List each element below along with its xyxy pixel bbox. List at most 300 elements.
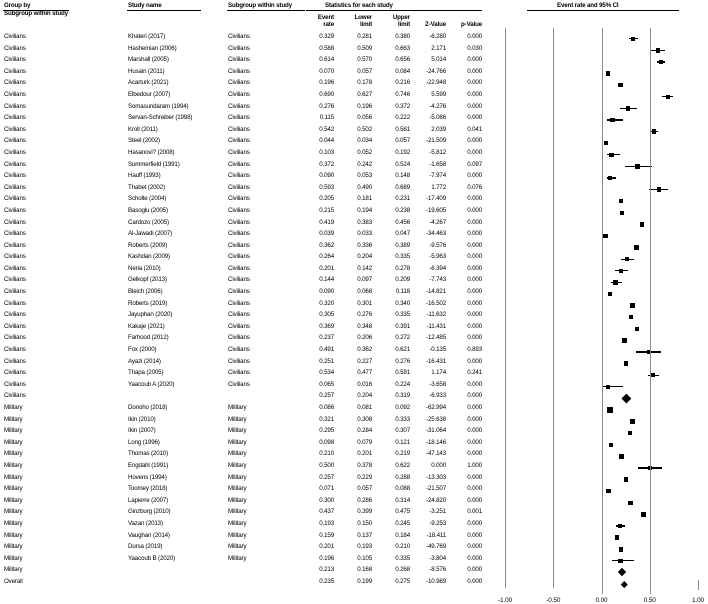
cell-study-name: Elbedour (2007) [128,90,171,98]
cell-study-name: Vazan (2013) [128,519,163,527]
cell-subgroup: Civilians [228,230,250,238]
cell-subgroup: Military [228,543,247,551]
study-marker [666,95,670,99]
cell-group: Civilians [4,380,26,388]
cell-p-value: 0.000 [467,172,482,180]
table-row [0,566,490,578]
cell-lower-limit: 0.016 [357,380,372,388]
header-lower-limit-l1: Lower [354,14,372,21]
cell-group: Civilians [4,90,26,98]
cell-lower-limit: 0.490 [357,183,372,191]
cell-upper-limit: 0.372 [395,102,410,110]
cell-group: Civilians [4,230,26,238]
header-group-by: Group by [4,2,31,9]
cell-z-value: -8.576 [429,566,446,574]
cell-lower-limit: 0.097 [357,276,372,284]
cell-event-rate: 0.201 [319,264,334,272]
cell-study-name: Thapa (2005) [128,369,164,377]
cell-subgroup: Civilians [228,334,250,342]
cell-upper-limit: 0.275 [395,577,410,585]
cell-group: Civilians [4,114,26,122]
cell-study-name: Ikin (2010) [128,415,156,423]
cell-subgroup: Civilians [228,56,250,64]
header-upper-limit-l1: Upper [392,14,410,21]
cell-z-value: -4.276 [429,102,446,110]
cell-upper-limit: 0.210 [395,543,410,551]
cell-subgroup: Military [228,404,247,411]
cell-upper-limit: 0.524 [395,160,410,168]
cell-study-name: Donoho (2018) [128,404,168,411]
cell-group: Military [4,438,23,446]
cell-z-value: -16.502 [426,299,446,307]
cell-p-value: 0.000 [467,357,482,365]
cell-lower-limit: 0.150 [357,519,372,527]
cell-lower-limit: 0.284 [357,427,372,435]
table-row [0,288,490,300]
cell-p-value: 0.000 [467,427,482,435]
cell-event-rate: 0.362 [319,241,334,249]
cell-z-value: -4.267 [429,218,446,226]
cell-p-value: 0.000 [467,450,482,458]
cell-subgroup: Civilians [228,160,250,168]
table-row [0,68,490,80]
cell-z-value: 5.599 [431,90,446,98]
cell-z-value: 5.014 [431,56,446,64]
cell-lower-limit: 0.034 [357,137,372,145]
cell-lower-limit: 0.081 [357,404,372,411]
table-row [0,45,490,57]
cell-event-rate: 0.257 [319,392,334,400]
cell-p-value: 0.241 [467,369,482,377]
cell-event-rate: 0.103 [319,148,334,156]
cell-z-value: 2.171 [431,44,446,52]
cell-lower-limit: 0.477 [357,369,372,377]
cell-p-value: 0.030 [467,44,482,52]
cell-group: Civilians [4,369,26,377]
cell-event-rate: 0.534 [319,369,334,377]
cell-subgroup: Civilians [228,322,250,330]
cell-z-value: -5.812 [429,148,446,156]
cell-study-name: Thabet (2002) [128,183,165,191]
table-row [0,137,490,149]
cell-study-name: Ginzburg (2010) [128,508,171,516]
cell-study-name: Farhood (2012) [128,334,169,342]
cell-event-rate: 0.196 [319,79,334,87]
table-row [0,311,490,323]
cell-event-rate: 0.593 [319,183,334,191]
cell-lower-limit: 0.227 [357,357,372,365]
cell-group: Military [4,543,23,551]
cell-p-value: 0.000 [467,253,482,261]
study-marker [628,501,632,505]
cell-group: Civilians [4,299,26,307]
cell-event-rate: 0.588 [319,44,334,52]
header-event-rate-l2: rate [323,21,334,28]
cell-z-value: -11.431 [426,322,446,330]
header-plot-title: Event rate and 95% CI [557,2,619,9]
cell-z-value: -5.963 [429,253,446,261]
header-rule-statistics [306,10,482,11]
axis-tick-label: -1.00 [497,596,513,604]
cell-upper-limit: 0.333 [395,415,410,423]
cell-z-value: -25.638 [426,415,446,423]
cell-study-name: Khateri (2017) [128,33,166,40]
cell-study-name: Acarturk (2021) [128,79,169,87]
cell-event-rate: 0.193 [319,519,334,527]
cell-upper-limit: 0.656 [395,56,410,64]
table-row [0,497,490,509]
study-marker [651,373,655,377]
cell-z-value: -19.605 [426,206,446,214]
cell-p-value: 0.000 [467,566,482,574]
cell-subgroup: Civilians [228,206,250,214]
cell-group: Military [4,415,23,423]
cell-p-value: 0.000 [467,102,482,110]
cell-event-rate: 0.235 [319,577,334,585]
cell-group: Military [4,427,23,435]
cell-upper-limit: 0.272 [395,334,410,342]
gridline--0.50 [553,28,554,588]
cell-p-value: 0.000 [467,392,482,400]
cell-lower-limit: 0.052 [357,148,372,156]
cell-event-rate: 0.295 [319,427,334,435]
cell-p-value: 0.000 [467,322,482,330]
cell-z-value: -7.743 [429,276,446,284]
cell-p-value: 0.000 [467,218,482,226]
cell-event-rate: 0.542 [319,125,334,133]
cell-z-value: -22.948 [426,79,446,87]
cell-upper-limit: 0.118 [395,288,410,296]
cell-lower-limit: 0.242 [357,160,372,168]
study-marker [641,512,645,516]
table-row [0,79,490,91]
cell-subgroup: Civilians [228,288,250,296]
cell-study-name: Basoglu (2005) [128,206,168,214]
cell-subgroup: Civilians [228,90,250,98]
cell-study-name: Cardozo (2005) [128,218,169,226]
cell-p-value: 0.000 [467,415,482,423]
table-row [0,33,490,45]
cell-upper-limit: 0.084 [395,67,410,75]
study-marker [620,211,624,215]
cell-upper-limit: 0.238 [395,206,410,214]
cell-event-rate: 0.305 [319,311,334,319]
cell-group: Civilians [4,392,26,400]
table-row [0,404,490,416]
cell-event-rate: 0.419 [319,218,334,226]
cell-p-value: 0.000 [467,438,482,446]
cell-event-rate: 0.251 [319,357,334,365]
cell-z-value: 0.000 [431,461,446,469]
cell-group: Civilians [4,79,26,87]
cell-subgroup: Civilians [228,380,250,388]
study-marker [659,60,663,64]
cell-study-name: Jayuphan (2020) [128,311,173,319]
cell-p-value: 0.000 [467,299,482,307]
cell-p-value: 0.000 [467,33,482,40]
cell-study-name: Bleich (2006) [128,288,163,296]
cell-lower-limit: 0.056 [357,114,372,122]
study-marker [606,385,610,389]
study-marker [619,454,624,459]
table-row [0,578,490,590]
cell-study-name: Steel (2002) [128,137,160,145]
cell-subgroup: Civilians [228,125,250,133]
cell-z-value: -49.769 [426,543,446,551]
cell-upper-limit: 0.335 [395,554,410,562]
cell-event-rate: 0.320 [319,299,334,307]
cell-study-name: Kroll (2011) [128,125,158,133]
axis-tick-label: 0.00 [595,596,608,604]
table-row [0,265,490,277]
cell-p-value: 1.000 [467,461,482,469]
table-row [0,219,490,231]
cell-lower-limit: 0.281 [357,33,372,40]
cell-p-value: 0.076 [467,183,482,191]
cell-study-name: Lapierre (2007) [128,496,169,504]
study-marker [606,489,610,493]
cell-z-value: -6.280 [429,33,446,40]
cell-upper-limit: 0.307 [395,427,410,435]
cell-subgroup: Military [228,461,247,469]
cell-subgroup: Civilians [228,148,250,156]
cell-subgroup: Civilians [228,218,250,226]
cell-study-name: Hovens (1994) [128,473,167,481]
cell-group: Military [4,473,23,481]
cell-subgroup: Civilians [228,311,250,319]
gridline-0.50 [650,28,651,594]
cell-group: Civilians [4,218,26,226]
cell-z-value: -9.253 [429,519,446,527]
cell-event-rate: 0.039 [319,230,334,238]
cell-subgroup: Civilians [228,183,250,191]
table-row [0,230,490,242]
table-row [0,242,490,254]
cell-upper-limit: 0.288 [395,473,410,481]
cell-group: Military [4,496,23,504]
cell-p-value: 0.041 [467,125,482,133]
cell-p-value: 0.000 [467,473,482,481]
cell-z-value: -14.821 [426,288,446,296]
study-marker [628,431,632,435]
cell-study-name: Kakaje (2021) [128,322,165,330]
cell-study-name: Neria (2010) [128,264,161,272]
cell-upper-limit: 0.391 [395,322,410,330]
statistics-table [0,33,490,590]
cell-p-value: 0.000 [467,404,482,411]
cell-group: Military [4,508,23,516]
cell-group: Civilians [4,172,26,180]
cell-p-value: 0.000 [467,114,482,122]
cell-subgroup: Civilians [228,67,250,75]
cell-upper-limit: 0.184 [395,531,410,539]
table-row [0,520,490,532]
cell-subgroup: Military [228,508,247,516]
cell-z-value: -6.394 [429,264,446,272]
cell-study-name: Fox (2000) [128,346,157,354]
subtotal-summary-diamond [618,568,626,576]
header-study-name: Study name [128,2,162,9]
cell-study-name: Long (1996) [128,438,160,446]
cell-z-value: -18.411 [426,531,446,539]
cell-z-value: -1.658 [429,160,446,168]
cell-lower-limit: 0.627 [357,90,372,98]
cell-group: Civilians [4,33,26,40]
cell-group: Civilians [4,346,26,354]
cell-study-name: Somasundaram (1994) [128,102,189,110]
header-statistics: Statistics for each study [325,2,393,9]
cell-z-value: -16.431 [426,357,446,365]
cell-lower-limit: 0.308 [357,415,372,423]
cell-upper-limit: 0.057 [395,137,410,145]
cell-event-rate: 0.257 [319,473,334,481]
cell-p-value: 0.893 [467,346,482,354]
cell-study-name: Al-Jawadi (2007) [128,230,173,238]
cell-z-value: 1.174 [431,369,446,377]
table-row [0,346,490,358]
cell-subgroup: Military [228,519,247,527]
cell-p-value: 0.097 [467,160,482,168]
confidence-interval-whisker [607,119,623,120]
table-row [0,358,490,370]
cell-p-value: 0.000 [467,380,482,388]
cell-lower-limit: 0.105 [357,554,372,562]
cell-upper-limit: 0.319 [395,392,410,400]
subtotal-summary-diamond [621,394,631,404]
cell-event-rate: 0.044 [319,137,334,145]
cell-p-value: 0.000 [467,56,482,64]
study-marker [630,303,634,307]
cell-p-value: 0.000 [467,241,482,249]
cell-upper-limit: 0.335 [395,311,410,319]
cell-lower-limit: 0.286 [357,496,372,504]
cell-group: Overall [4,577,23,585]
cell-event-rate: 0.372 [319,160,334,168]
table-row [0,462,490,474]
cell-z-value: -5.086 [429,114,446,122]
study-marker [603,234,608,239]
study-marker [604,141,608,145]
cell-event-rate: 0.500 [319,461,334,469]
table-row [0,184,490,196]
cell-lower-limit: 0.194 [357,206,372,214]
cell-upper-limit: 0.475 [395,508,410,516]
cell-event-rate: 0.215 [319,206,334,214]
cell-subgroup: Civilians [228,357,250,365]
study-marker [608,176,612,180]
cell-lower-limit: 0.399 [357,508,372,516]
cell-p-value: 0.000 [467,79,482,87]
cell-group: Civilians [4,311,26,319]
cell-upper-limit: 0.209 [395,276,410,284]
cell-lower-limit: 0.276 [357,311,372,319]
cell-study-name: Roberts (2019) [128,299,168,307]
cell-event-rate: 0.144 [319,276,334,284]
cell-event-rate: 0.369 [319,322,334,330]
cell-lower-limit: 0.204 [357,253,372,261]
cell-lower-limit: 0.033 [357,230,372,238]
cell-event-rate: 0.086 [319,404,334,411]
cell-lower-limit: 0.229 [357,473,372,481]
cell-event-rate: 0.090 [319,172,334,180]
study-marker [609,443,613,447]
study-marker [634,245,638,249]
cell-group: Military [4,554,23,562]
cell-upper-limit: 0.591 [395,369,410,377]
cell-study-name: Hasanovi? (2008) [128,148,175,156]
cell-subgroup: Civilians [228,172,250,180]
cell-group: Civilians [4,183,26,191]
table-row [0,543,490,555]
cell-study-name: Hauff (1993) [128,172,161,180]
cell-upper-limit: 0.581 [395,125,410,133]
table-row [0,381,490,393]
cell-event-rate: 0.264 [319,253,334,261]
table-row [0,103,490,115]
study-marker [618,559,622,563]
cell-upper-limit: 0.192 [395,148,410,156]
cell-upper-limit: 0.224 [395,380,410,388]
cell-lower-limit: 0.053 [357,172,372,180]
cell-lower-limit: 0.383 [357,218,372,226]
study-marker [624,477,628,481]
cell-event-rate: 0.237 [319,334,334,342]
study-marker [607,407,612,412]
cell-subgroup: Civilians [228,44,250,52]
cell-z-value: -34.463 [426,230,446,238]
cell-lower-limit: 0.137 [357,531,372,539]
cell-z-value: -7.974 [429,172,446,180]
cell-p-value: 0.000 [467,531,482,539]
cell-z-value: -11.632 [426,311,446,319]
cell-study-name: Hashemian (2006) [128,44,177,52]
cell-subgroup: Civilians [228,137,250,145]
cell-group: Civilians [4,241,26,249]
cell-group: Civilians [4,160,26,168]
cell-group: Civilians [4,148,26,156]
gridline-0.00 [602,28,603,594]
header-lower-limit-l2: limit [360,21,372,28]
header-event-rate-l1: Event [317,14,334,21]
study-marker [629,315,633,319]
table-row [0,508,490,520]
cell-group: Military [4,450,23,458]
header-rule-group [3,10,69,11]
cell-lower-limit: 0.206 [357,334,372,342]
cell-upper-limit: 0.245 [395,519,410,527]
cell-z-value: -21.509 [426,137,446,145]
cell-p-value: 0.000 [467,288,482,296]
cell-subgroup: Civilians [228,264,250,272]
cell-z-value: -6.933 [429,392,446,400]
cell-event-rate: 0.201 [319,543,334,551]
cell-event-rate: 0.070 [319,67,334,75]
study-marker [619,547,624,552]
table-row [0,253,490,265]
cell-subgroup: Military [228,496,247,504]
gridline--1.00 [505,28,506,588]
cell-study-name: Vaughan (2014) [128,531,170,539]
cell-z-value: -12.485 [426,334,446,342]
cell-upper-limit: 0.380 [395,33,410,40]
cell-lower-limit: 0.204 [357,392,372,400]
cell-group: Civilians [4,253,26,261]
cell-z-value: -17.409 [426,195,446,203]
cell-p-value: 0.000 [467,496,482,504]
axis-tick-label: 1.00 [691,596,705,604]
table-row [0,114,490,126]
cell-lower-limit: 0.336 [357,241,372,249]
